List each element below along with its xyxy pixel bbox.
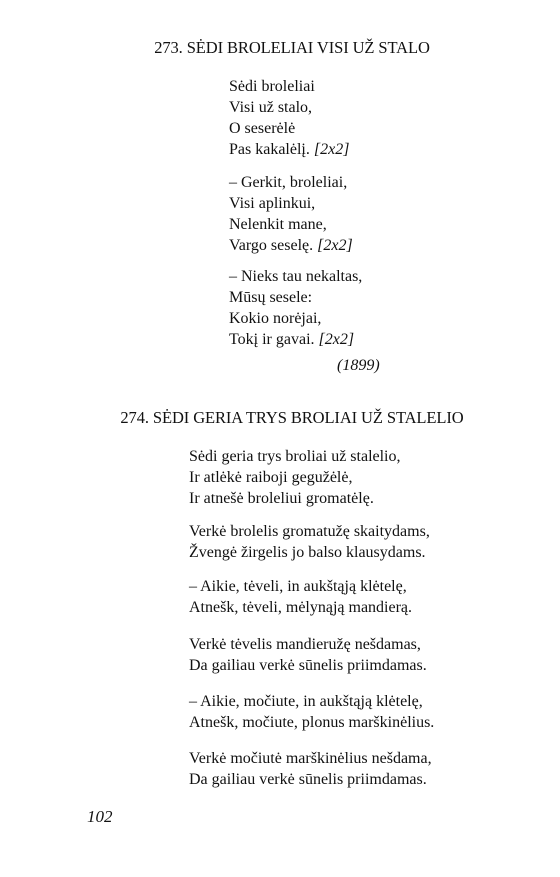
verse-line: Verkė tėvelis mandieružę nešdamas,	[189, 636, 421, 653]
verse-line: Kokio norėjai,	[229, 310, 322, 327]
verse-line: Da gailiau verkė sūnelis priimdamas.	[189, 657, 427, 674]
verse-line: Nelenkit mane,	[229, 216, 327, 233]
repeat-mark: [2x2]	[318, 331, 355, 348]
stanza	[229, 172, 353, 256]
verse-text: Pas kakalėlį.	[229, 141, 310, 158]
verse-line: Mūsų sesele:	[229, 289, 313, 306]
verse-line: Sėdi broleliai	[229, 78, 315, 95]
stanza	[229, 76, 349, 160]
verse-line-with-repeat-mark	[229, 235, 353, 256]
verse-line: Sėdi geria trys broliai už stalelio,	[189, 448, 401, 465]
stanza	[189, 521, 430, 563]
song-title: 273. SĖDI BROLELIAI VISI UŽ STALO	[154, 38, 430, 57]
verse-text: Tokį ir gavai.	[229, 331, 315, 348]
verse-line: – Nieks tau nekaltas,	[229, 268, 363, 285]
verse-text: Vargo seselę.	[229, 237, 314, 254]
verse-line: Da gailiau verkė sūnelis priimdamas.	[189, 771, 427, 788]
verse-line-with-repeat-mark	[229, 329, 362, 350]
stanza	[189, 576, 412, 618]
stanza	[189, 748, 432, 790]
stanza	[189, 691, 434, 733]
verse-line: Verkė močiutė marškinėlius nešdama,	[189, 750, 432, 767]
song-date: (1899)	[337, 357, 380, 374]
verse-line: Verkė brolelis gromatužę skaitydams,	[189, 523, 430, 540]
repeat-mark: [2x2]	[317, 237, 353, 254]
stanza	[189, 634, 427, 676]
verse-line: Visi už stalo,	[229, 99, 313, 116]
song-title: 274. SĖDI GERIA TRYS BROLIAI UŽ STALELIO	[120, 408, 464, 427]
verse-line: Ir atnešė broleliui gromatėlę.	[189, 490, 374, 507]
page-number: 102	[87, 807, 113, 826]
repeat-mark: [2x2]	[313, 141, 350, 158]
verse-line: – Gerkit, broleliai,	[229, 174, 348, 191]
verse-line: – Aikie, tėveli, in aukštąją klėtelę,	[189, 578, 407, 595]
verse-line-with-repeat-mark	[229, 139, 349, 160]
verse-line: Atnešk, močiute, plonus marškinėlius.	[189, 714, 435, 731]
stanza	[189, 446, 401, 509]
verse-line: Žvengė žirgelis jo balso klausydams.	[189, 544, 426, 561]
verse-line: O seserėlė	[229, 120, 296, 137]
verse-line: – Aikie, močiute, in aukštąją klėtelę,	[189, 693, 423, 710]
verse-line: Ir atlėkė raiboji gegužėlė,	[189, 469, 353, 486]
stanza	[229, 266, 362, 350]
verse-line: Atnešk, tėveli, mėlynąją mandierą.	[189, 599, 413, 616]
verse-line: Visi aplinkui,	[229, 195, 316, 212]
